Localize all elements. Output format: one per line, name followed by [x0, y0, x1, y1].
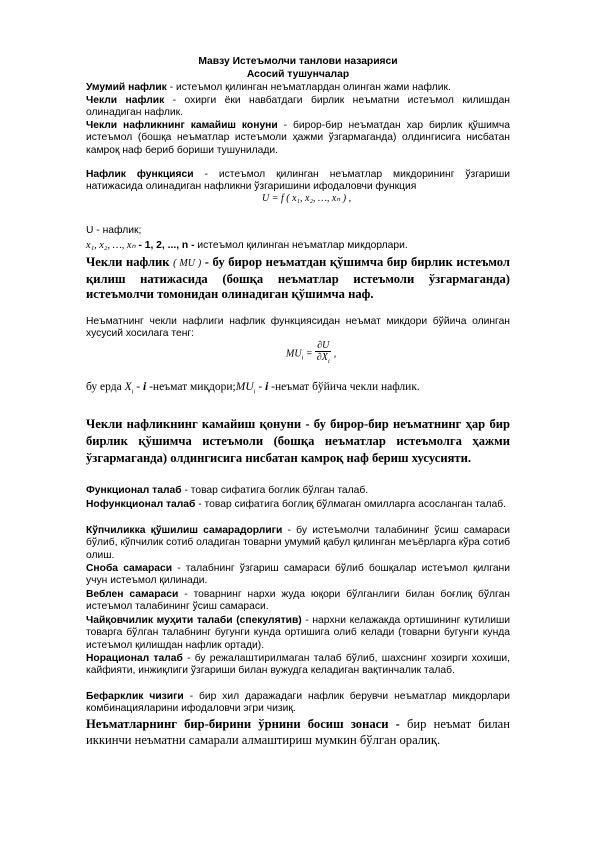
definition-indifference-curve [86, 691, 510, 716]
definition-text: - бу режалаштирилмаган талаб бўлиб, шахснинг хозирги хохиши, кайфияти, инжиқлиги ўзгариши билан вужудга келадиган вақтинчалик талаб. [86, 653, 510, 677]
variables-text: истеъмол қилинган неъматлар микдорлари. [197, 240, 408, 251]
definition-total-utility [86, 82, 510, 94]
document-title: Мавзу Истеъмолчи танлови назарияси [198, 56, 398, 67]
definition-text: бир неъмат билан иккинчи неъматни самарали алмаштириш мумкин бўлган оралиқ. [86, 717, 510, 747]
definition-diminishing-law [86, 120, 510, 157]
formula2-numerator: ∂U [317, 340, 330, 351]
formula-lhs: U [262, 193, 270, 204]
definition-text: - истеъмол қилинган неъматлар микдорининг ўзгариши натижасида олинадиган нафликни ўзгаришини ифодаловчи функция [86, 169, 511, 193]
definition-veblen [86, 589, 510, 614]
definition-text: - истеъмол қилинган неъматлардан олинган жами нафлик. [166, 82, 451, 93]
expl-b: - [133, 381, 144, 393]
expl-a: бу ерда [86, 381, 125, 393]
term: Нафлик функцияси [86, 169, 194, 180]
mu-symbol: MU [179, 258, 195, 269]
definition-text: - бу истеъмолчи талабининг ўсиш самараси бўлиб, кўпчилик сотиб оладиган товарни умумий қабул қилинган меъёрларга кўра сотиб олиш. [86, 525, 510, 561]
expl-c: -неъмат миқдори; [146, 381, 236, 393]
definition-substitution-zone [86, 717, 510, 748]
partial-derivative-note: Неъматнинг чекли нафлиги нафлик функциясидан неъмат микдори бўйича олинган хусусий хосилага тенг: [86, 316, 510, 340]
term: Функционал талаб [86, 485, 182, 496]
term: Норационал талаб [86, 653, 183, 664]
definition-text: - охирги ёки навбатдаги бирлик неъматни истеъмол килишдан олинадиган нафлик. [86, 95, 510, 119]
term: Чекли нафликнинг камайиш конуни [86, 120, 278, 131]
definition-nonfunctional-demand [86, 499, 510, 511]
definition-text: - бу бирор неъматдан қўшимча бир бирлик истеъмол қилиш натижасида (бошқа неъматлар истеъмоли ўзгармаганда) истеъмолчи томонидан олинадиган қўшимча наф. [86, 255, 510, 301]
definition-text: - товар сифатига боглиқ бўлмаган омилларга асосланган талаб. [195, 499, 507, 510]
term: Кўпчиликка қўшилиш самарадорлиги [86, 525, 283, 536]
definition-text: - талабнинг ўзгариш самараси бўлиб бошқалар истеъмол қилгани учун истеъмол қилинади. [86, 563, 510, 587]
term: Неъматларнинг бир-бирини ўрнини босиш зонаси - [86, 717, 400, 731]
definition-text: - товарнинг нархи жуда юқори бўлганлиги билан боғлиқ бўлган истеъмол талабининг ўсиш самараси. [86, 589, 510, 613]
diminishing-law-bold: Чекли нафликнинг камайиш қонуни - бу бирор-бир неъматнинг ҳар бир бирлик қўшимча истеъмоли (бошқа неъматлар истеъмолга ҳажми ўзгармаганда) олдингисига нисбатан камроқ наф бериш хусусияти. [86, 417, 510, 465]
term: Умумий нафлик [86, 82, 167, 93]
formula2-fraction: $\frac{\partial U}{\partial X_i}$ [316, 340, 330, 365]
formula2-denominator: ∂X [316, 352, 328, 363]
formula2-lhs: MU [286, 348, 302, 360]
definition-text: - бир хил даражадаги нафлик берувчи неъматлар микдорлари комбинацияларини ифодаловчи эгри чизиқ. [86, 691, 510, 715]
formula-args: x₁, x₂, …, xₙ [292, 193, 341, 204]
i-symbol: i [143, 381, 147, 393]
utility-note: U - нафлик; [86, 225, 142, 236]
term: Бефарклик чизиги [86, 691, 184, 702]
i-symbol-2: i [265, 381, 269, 393]
utility-function-formula: U = f ( x₁, x₂, …, xₙ ) , [262, 193, 352, 204]
variables-symbol: x₁, x₂, …, xₙ [86, 240, 136, 251]
definition-bandwagon [86, 525, 510, 562]
term: Чекли нафлик [86, 95, 165, 106]
term: Сноба самараси [86, 563, 173, 574]
definition-text: - бирор-бир неъматдан хар бирлик қўшимча истеъмол (бошқа неъматлар истеъмоли ҳажми ўзгармаганда) олдингисига нисбатан камроқ наф бериб бориши тушунилади. [86, 120, 510, 156]
document-subtitle: Асосий тушунчалар [246, 68, 350, 80]
marginal-utility-formula: $MU_i$ = $\frac{\partial U}{\partial X_i}$ , [286, 340, 336, 368]
term: Чекли нафлик [86, 255, 174, 269]
formula-func: f [280, 193, 284, 204]
mu-symbol: MU [235, 381, 254, 393]
term: Нофункционал талаб [86, 499, 196, 510]
definition-marginal-utility-detailed: Чекли нафлик ( MU ) - бу бирор неъматдан қўшимча бир бирлик истеъмол қилиш натижасида (бошқа неъматлар истеъмоли ўзгармаганда) истеъмолчи томонидан олинадиган қўшимча наф. [86, 255, 510, 301]
definition-irrational [86, 653, 510, 678]
definition-snob [86, 563, 510, 588]
variables-note [86, 240, 510, 252]
variables-index: - 1, 2, ..., n - [135, 240, 198, 251]
expl-d: - [255, 381, 266, 393]
expl-e: -неъмат бўйича чекли нафлик. [268, 381, 420, 393]
definition-text: - товар сифатига боглик бўлган талаб. [181, 485, 369, 496]
term: Чайқовчилик муҳити талаби (спекулятив) [86, 615, 302, 626]
term: Веблен самараси [86, 589, 179, 600]
formula-explanation: бу ерда $X_i$ - i -неъмат $миқдори;MU_i$ - i -неъмат бўйича чекли нафлик. [86, 381, 420, 396]
definition-speculative [86, 615, 510, 652]
x-symbol: X [124, 381, 132, 393]
document-header [86, 56, 510, 81]
definition-text: - нархни келажакда ортишининг кутилиши товарга бўлган талабнинг бугунги кунда ортишига олиб келади (товарни бугунги кунда истеъмол қилишдан нафлик ортади). [86, 615, 510, 651]
definition-marginal-utility [86, 95, 510, 120]
definition-utility-function [86, 169, 510, 194]
definition-functional-demand [86, 485, 510, 497]
